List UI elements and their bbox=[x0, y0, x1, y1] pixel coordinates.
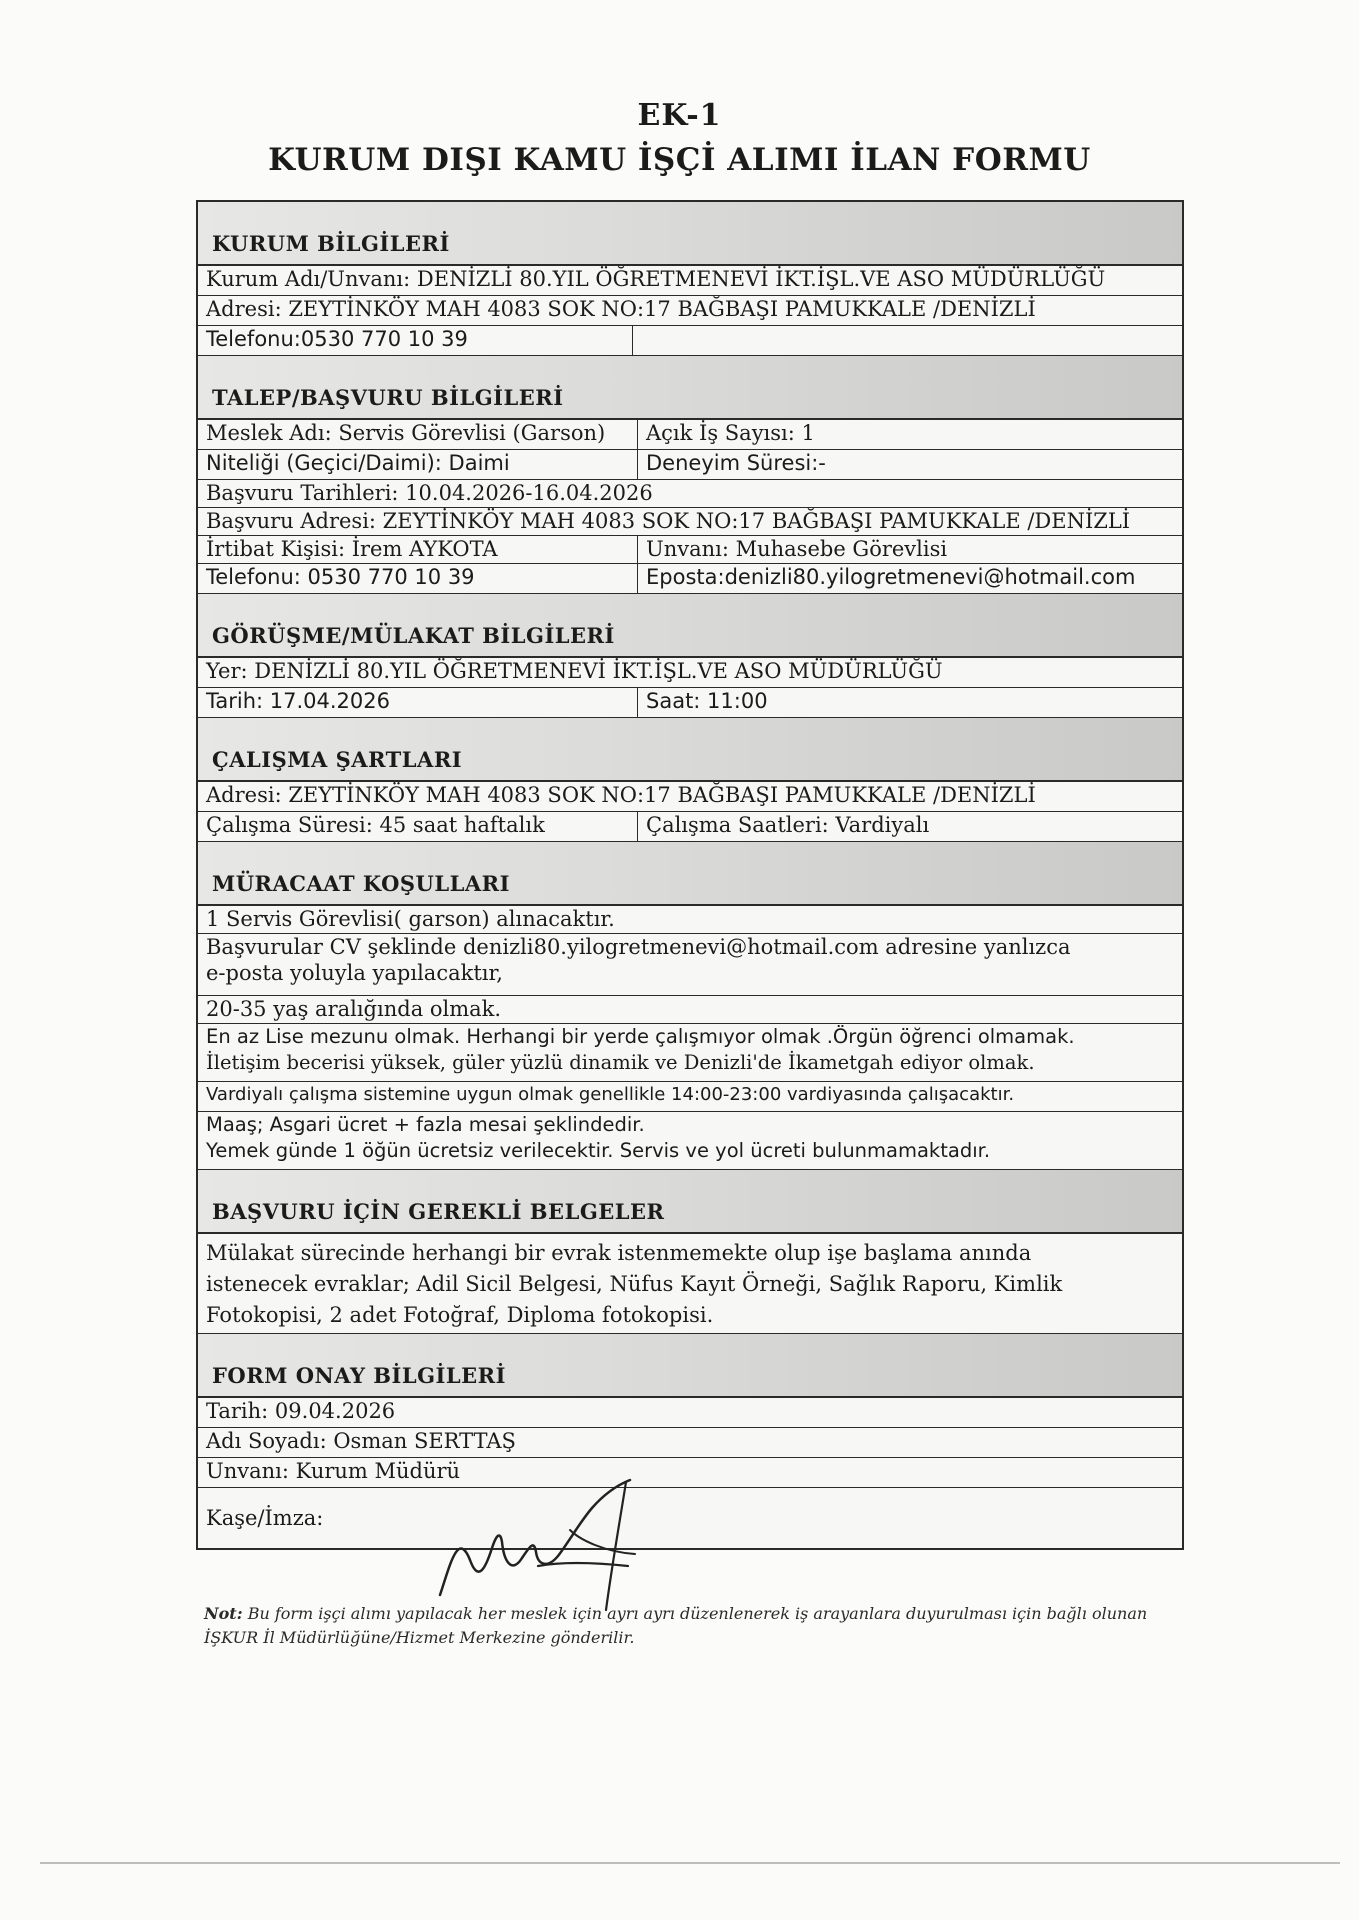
condition-row-1 bbox=[198, 906, 1182, 934]
contact-title: Unvanı: Muhasebe Görevlisi bbox=[646, 537, 948, 561]
condition-5: Vardiyalı çalışma sistemine uygun olmak genellikle 14:00-23:00 vardiyasında çalışacaktır. bbox=[206, 1084, 1015, 1105]
condition-row-5 bbox=[198, 1082, 1182, 1112]
condition-2-line-2: e-posta yoluyla yapılacaktır, bbox=[206, 961, 503, 985]
work-hours: Çalışma Saatleri: Vardiyalı bbox=[646, 813, 930, 837]
signature-image bbox=[430, 1470, 650, 1620]
section-calisma-heading: ÇALIŞMA ŞARTLARI bbox=[198, 718, 1182, 782]
experience: Deneyim Süresi:- bbox=[646, 451, 826, 475]
section-kurum-heading: KURUM BİLGİLERİ bbox=[198, 202, 1182, 266]
approval-name-row bbox=[198, 1428, 1182, 1458]
approver-name: Adı Soyadı: Osman SERTTAŞ bbox=[206, 1429, 516, 1453]
section-muracaat-heading: MÜRACAAT KOŞULLARI bbox=[198, 842, 1182, 906]
condition-6 bbox=[198, 1112, 1182, 1169]
nature-row bbox=[198, 450, 1182, 480]
required-documents: Mülakat sürecinde herhangi bir evrak istenmemekte olup işe başlama anında istenecek evraklar; Adil Sicil Belgesi, Nüfus Kayıt Örneği, Sağlık Raporu, Kimlik Fotokopisi, 2 adet Fotoğraf, Diploma fotokopisi. bbox=[206, 1241, 1063, 1327]
section-belgeler-heading: BAŞVURU İÇİN GEREKLİ BELGELER bbox=[198, 1170, 1182, 1234]
section-gorusme-heading: GÖRÜŞME/MÜLAKAT BİLGİLERİ bbox=[198, 594, 1182, 658]
section-onay-heading: FORM ONAY BİLGİLERİ bbox=[198, 1334, 1182, 1398]
approver-title: Unvanı: Kurum Müdürü bbox=[206, 1459, 461, 1483]
talep-phone: Telefonu: 0530 770 10 39 bbox=[198, 564, 638, 593]
form-title: KURUM DIŞI KAMU İŞÇİ ALIMI İLAN FORMU bbox=[268, 142, 1091, 178]
condition-row-4 bbox=[198, 1024, 1182, 1082]
interview-time: Saat: 11:00 bbox=[646, 689, 768, 713]
condition-6-line-2: Yemek günde 1 öğün ücretsiz verilecektir. Servis ve yol ücreti bulunmamaktadır. bbox=[206, 1139, 991, 1162]
condition-4 bbox=[198, 1024, 1182, 1081]
empty-cell bbox=[633, 326, 1182, 355]
stamp-row bbox=[198, 1488, 1182, 1548]
kurum-address-row bbox=[198, 296, 1182, 326]
condition-4-line-1: En az Lise mezunu olmak. Herhangi bir yerde çalışmıyor olmak .Örgün öğrenci olmamak. bbox=[206, 1025, 1075, 1048]
approval-date-row bbox=[198, 1398, 1182, 1428]
talep-phone-row bbox=[198, 564, 1182, 594]
condition-row-6 bbox=[198, 1112, 1182, 1170]
dates-row bbox=[198, 480, 1182, 508]
scan-edge-line bbox=[40, 1862, 1340, 1864]
work-duration-row bbox=[198, 812, 1182, 842]
condition-2 bbox=[198, 934, 1182, 995]
app-address-row bbox=[198, 508, 1182, 536]
footnote-text: Bu form işçi alımı yapılacak her meslek için ayrı ayrı düzenlenerek iş arayanlara duyurulması için bağlı olunan İŞKUR İl Müdürlüğüne/Hizmet Merkezine gönderilir. bbox=[204, 1604, 1148, 1647]
application-form bbox=[196, 200, 1184, 1550]
interview-place: Yer: DENİZLİ 80.YIL ÖĞRETMENEVİ İKT.İŞL.VE ASO MÜDÜRLÜĞÜ bbox=[206, 659, 943, 683]
approval-title-row bbox=[198, 1458, 1182, 1488]
interview-date-row bbox=[198, 688, 1182, 718]
condition-1: 1 Servis Görevlisi( garson) alınacaktır. bbox=[206, 907, 615, 931]
footnote-label: Not: bbox=[204, 1604, 243, 1623]
application-address: Başvuru Adresi: ZEYTİNKÖY MAH 4083 SOK NO:17 BAĞBAŞI PAMUKKALE /DENİZLİ bbox=[206, 509, 1131, 533]
document-header bbox=[0, 96, 1359, 182]
condition-2-line-1: Başvurular CV şeklinde denizli80.yilogretmenevi@hotmail.com adresine yanlızca bbox=[206, 935, 1071, 959]
kurum-phone: Telefonu:0530 770 10 39 bbox=[198, 326, 633, 355]
condition-row-2 bbox=[198, 934, 1182, 996]
annex-label: EK-1 bbox=[637, 98, 722, 133]
talep-email: Eposta:denizli80.yilogretmenevi@hotmail.com bbox=[646, 565, 1136, 589]
contact-row bbox=[198, 536, 1182, 564]
kurum-name-row bbox=[198, 266, 1182, 296]
condition-6-line-1: Maaş; Asgari ücret + fazla mesai şeklindedir. bbox=[206, 1113, 645, 1136]
interview-date: Tarih: 17.04.2026 bbox=[198, 688, 638, 717]
work-address: Adresi: ZEYTİNKÖY MAH 4083 SOK NO:17 BAĞBAŞI PAMUKKALE /DENİZLİ bbox=[206, 783, 1036, 807]
kurum-name: Kurum Adı/Unvanı: DENİZLİ 80.YIL ÖĞRETMENEVİ İKT.İŞL.VE ASO MÜDÜRLÜĞÜ bbox=[206, 267, 1106, 291]
stamp-signature-label: Kaşe/İmza: bbox=[206, 1506, 324, 1530]
open-positions: Açık İş Sayısı: 1 bbox=[646, 421, 815, 445]
kurum-address: Adresi: ZEYTİNKÖY MAH 4083 SOK NO:17 BAĞBAŞI PAMUKKALE /DENİZLİ bbox=[206, 297, 1036, 321]
application-dates: Başvuru Tarihleri: 10.04.2026-16.04.2026 bbox=[206, 481, 653, 505]
condition-3: 20-35 yaş aralığında olmak. bbox=[206, 997, 502, 1021]
work-duration: Çalışma Süresi: 45 saat haftalık bbox=[198, 812, 638, 841]
contact-person: İrtibat Kişisi: İrem AYKOTA bbox=[198, 536, 638, 563]
occupation-row bbox=[198, 420, 1182, 450]
footnote bbox=[204, 1602, 1194, 1650]
approval-date: Tarih: 09.04.2026 bbox=[206, 1399, 396, 1423]
work-address-row bbox=[198, 782, 1182, 812]
occupation: Meslek Adı: Servis Görevlisi (Garson) bbox=[198, 420, 638, 449]
job-nature: Niteliği (Geçici/Daimi): Daimi bbox=[198, 450, 638, 479]
condition-row-3 bbox=[198, 996, 1182, 1024]
kurum-phone-row bbox=[198, 326, 1182, 356]
section-talep-heading: TALEP/BAŞVURU BİLGİLERİ bbox=[198, 356, 1182, 420]
condition-4-line-2: İletişim becerisi yüksek, güler yüzlü dinamik ve Denizli'de İkametgah ediyor olmak. bbox=[206, 1051, 1035, 1074]
documents-row bbox=[198, 1234, 1182, 1334]
interview-place-row bbox=[198, 658, 1182, 688]
